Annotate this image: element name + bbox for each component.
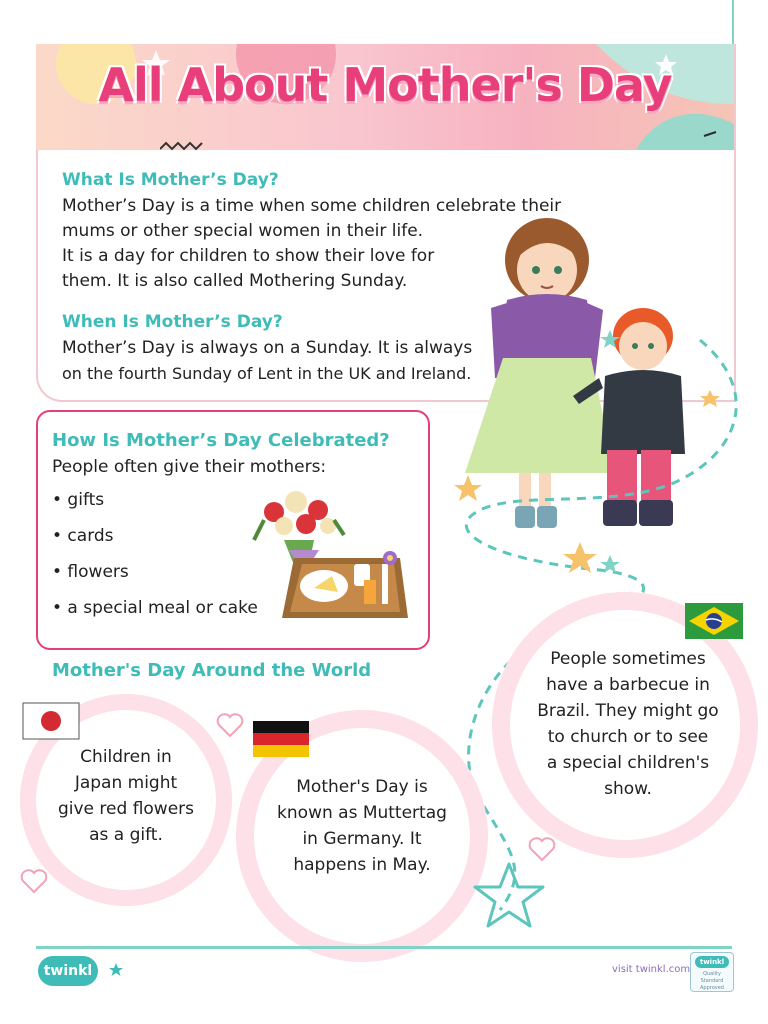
top-accent-line <box>732 0 734 46</box>
what-line: mums or other special women in their life. <box>62 221 424 241</box>
germany-line: known as Muttertag <box>277 803 447 823</box>
brazil-line: Brazil. They might go <box>537 701 719 721</box>
japan-text <box>38 744 214 848</box>
heart-icon <box>528 836 556 862</box>
footer-star-icon <box>108 962 124 978</box>
quality-badge <box>690 952 734 992</box>
what-line: them. It is also called Mothering Sunday. <box>62 271 408 291</box>
what-heading: What Is Mother’s Day? <box>62 170 279 190</box>
japan-flag-icon <box>22 702 80 740</box>
heart-icon <box>20 868 48 894</box>
germany-line: Mother's Day is <box>296 777 428 797</box>
japan-line: Children in <box>80 747 172 767</box>
title-banner <box>36 44 734 150</box>
visit-link[interactable]: visit twinkl.com <box>612 964 691 975</box>
when-body <box>62 336 492 386</box>
celebrated-heading: How Is Mother’s Day Celebrated? <box>52 430 390 451</box>
celebrated-intro: People often give their mothers: <box>52 457 327 477</box>
japan-line: give red flowers <box>57 799 195 819</box>
when-line: on the fourth Sunday of Lent in the UK and Ireland. <box>62 364 472 383</box>
brazil-text <box>520 646 736 802</box>
brazil-line: People sometimes <box>550 649 706 669</box>
world-heading: Mother's Day Around the World <box>52 660 372 681</box>
germany-line: in Germany. It <box>302 829 422 849</box>
what-line: Mother’s Day is a time when some children celebrate their <box>62 196 562 216</box>
badge-logo: twinkl <box>695 956 729 968</box>
list-item: • cards <box>52 526 114 546</box>
germany-text <box>262 774 462 878</box>
list-item: • gifts <box>52 490 105 510</box>
what-line: It is a day for children to show their love for <box>62 246 435 266</box>
japan-line: as a gift. <box>89 825 163 845</box>
list-item: • a special meal or cake <box>52 598 258 618</box>
when-line: Mother’s Day is always on a Sunday. It is always <box>62 338 473 358</box>
twinkl-logo-text: twinkl <box>43 963 93 979</box>
brazil-flag-icon <box>684 602 744 640</box>
brazil-line: have a barbecue in <box>546 675 710 695</box>
germany-line: happens in May. <box>293 855 431 875</box>
page-title: All About Mother's Day <box>98 58 672 112</box>
germany-flag-icon <box>252 720 310 758</box>
twinkl-logo[interactable] <box>38 956 98 986</box>
brazil-line: a special children's <box>546 753 710 773</box>
brazil-line: show. <box>604 779 652 799</box>
list-item: • flowers <box>52 562 129 582</box>
heart-icon <box>216 712 244 738</box>
japan-line: Japan might <box>74 773 178 793</box>
brazil-line: to church or to see <box>547 727 709 747</box>
flowers-tray-illustration <box>244 480 414 620</box>
zigzag-decoration <box>160 140 206 152</box>
badge-caption: Quality Standard Approved <box>700 971 724 991</box>
footer-line <box>36 946 732 949</box>
when-heading: When Is Mother’s Day? <box>62 312 283 332</box>
star-icon <box>472 860 546 930</box>
